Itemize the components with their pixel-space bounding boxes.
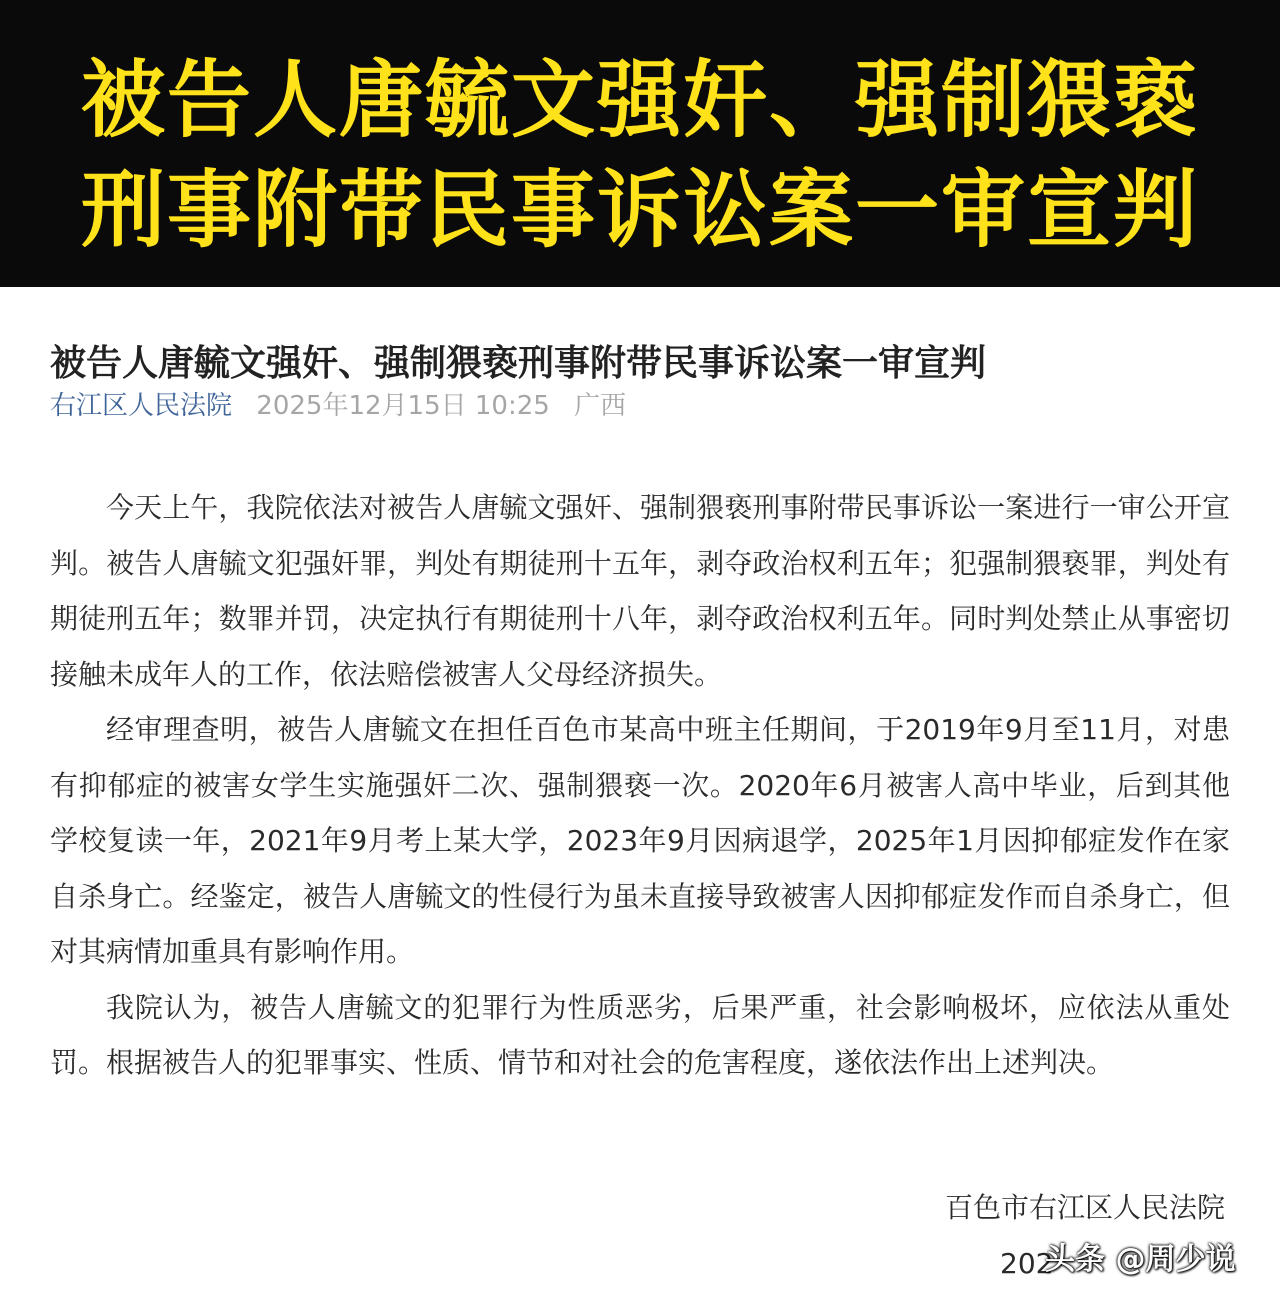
article-title: 被告人唐毓文强奸、强制猥亵刑事附带民事诉讼案一审宣判 <box>50 343 987 385</box>
paragraph-facts: 经审理查明，被告人唐毓文在担任百色市某高中班主任期间，于2019年9月至11月，对患有抑郁症的被害女学生实施强奸二次、强制猥亵一次。2020年6月被害人高中毕业，后到其他学校复读一年，2021年9月考上某大学，2023年9月因病退学，2025年1月因抑郁症发作在家自杀身亡。经鉴定，被告人唐毓文的性侵行为虽未直接导致被害人因抑郁症发作而自杀身亡，但对其病情加重具有影响作用。 <box>50 713 1230 968</box>
signature-date: 202 <box>1000 1247 1054 1280</box>
watermark: 头条 @周少说 <box>1045 1242 1236 1277</box>
paragraph-opinion: 我院认为，被告人唐毓文的犯罪行为性质恶劣，后果严重，社会影响极坏，应依法从重处罚。根据被告人的犯罪事实、性质、情节和对社会的危害程度，遂依法作出上述判决。 <box>50 990 1230 1079</box>
article-body <box>50 480 1230 1091</box>
article-meta <box>50 386 626 426</box>
court-signature: 百色市右江区人民法院 <box>944 1191 1225 1224</box>
paragraph-verdict: 今天上午，我院依法对被告人唐毓文强奸、强制猥亵刑事附带民事诉讼一案进行一审公开宣判。被告人唐毓文犯强奸罪，判处有期徒刑十五年，剥夺政治权利五年；犯强制猥亵罪，判处有期徒刑五年；数罪并罚，决定执行有期徒刑十八年，剥夺政治权利五年。同时判处禁止从事密切接触未成年人的工作，依法赔偿被害人父母经济损失。 <box>50 491 1230 691</box>
banner-headline-line-2: 刑事附带民事诉讼案一审宣判 <box>80 161 1199 259</box>
publish-region: 广西 <box>574 391 627 421</box>
headline-banner <box>0 0 1280 287</box>
source-link[interactable]: 右江区人民法院 <box>50 391 233 421</box>
publish-time: 2025年12月15日 10:25 <box>256 391 550 421</box>
banner-headline-line-1: 被告人唐毓文强奸、强制猥亵 <box>80 51 1199 149</box>
